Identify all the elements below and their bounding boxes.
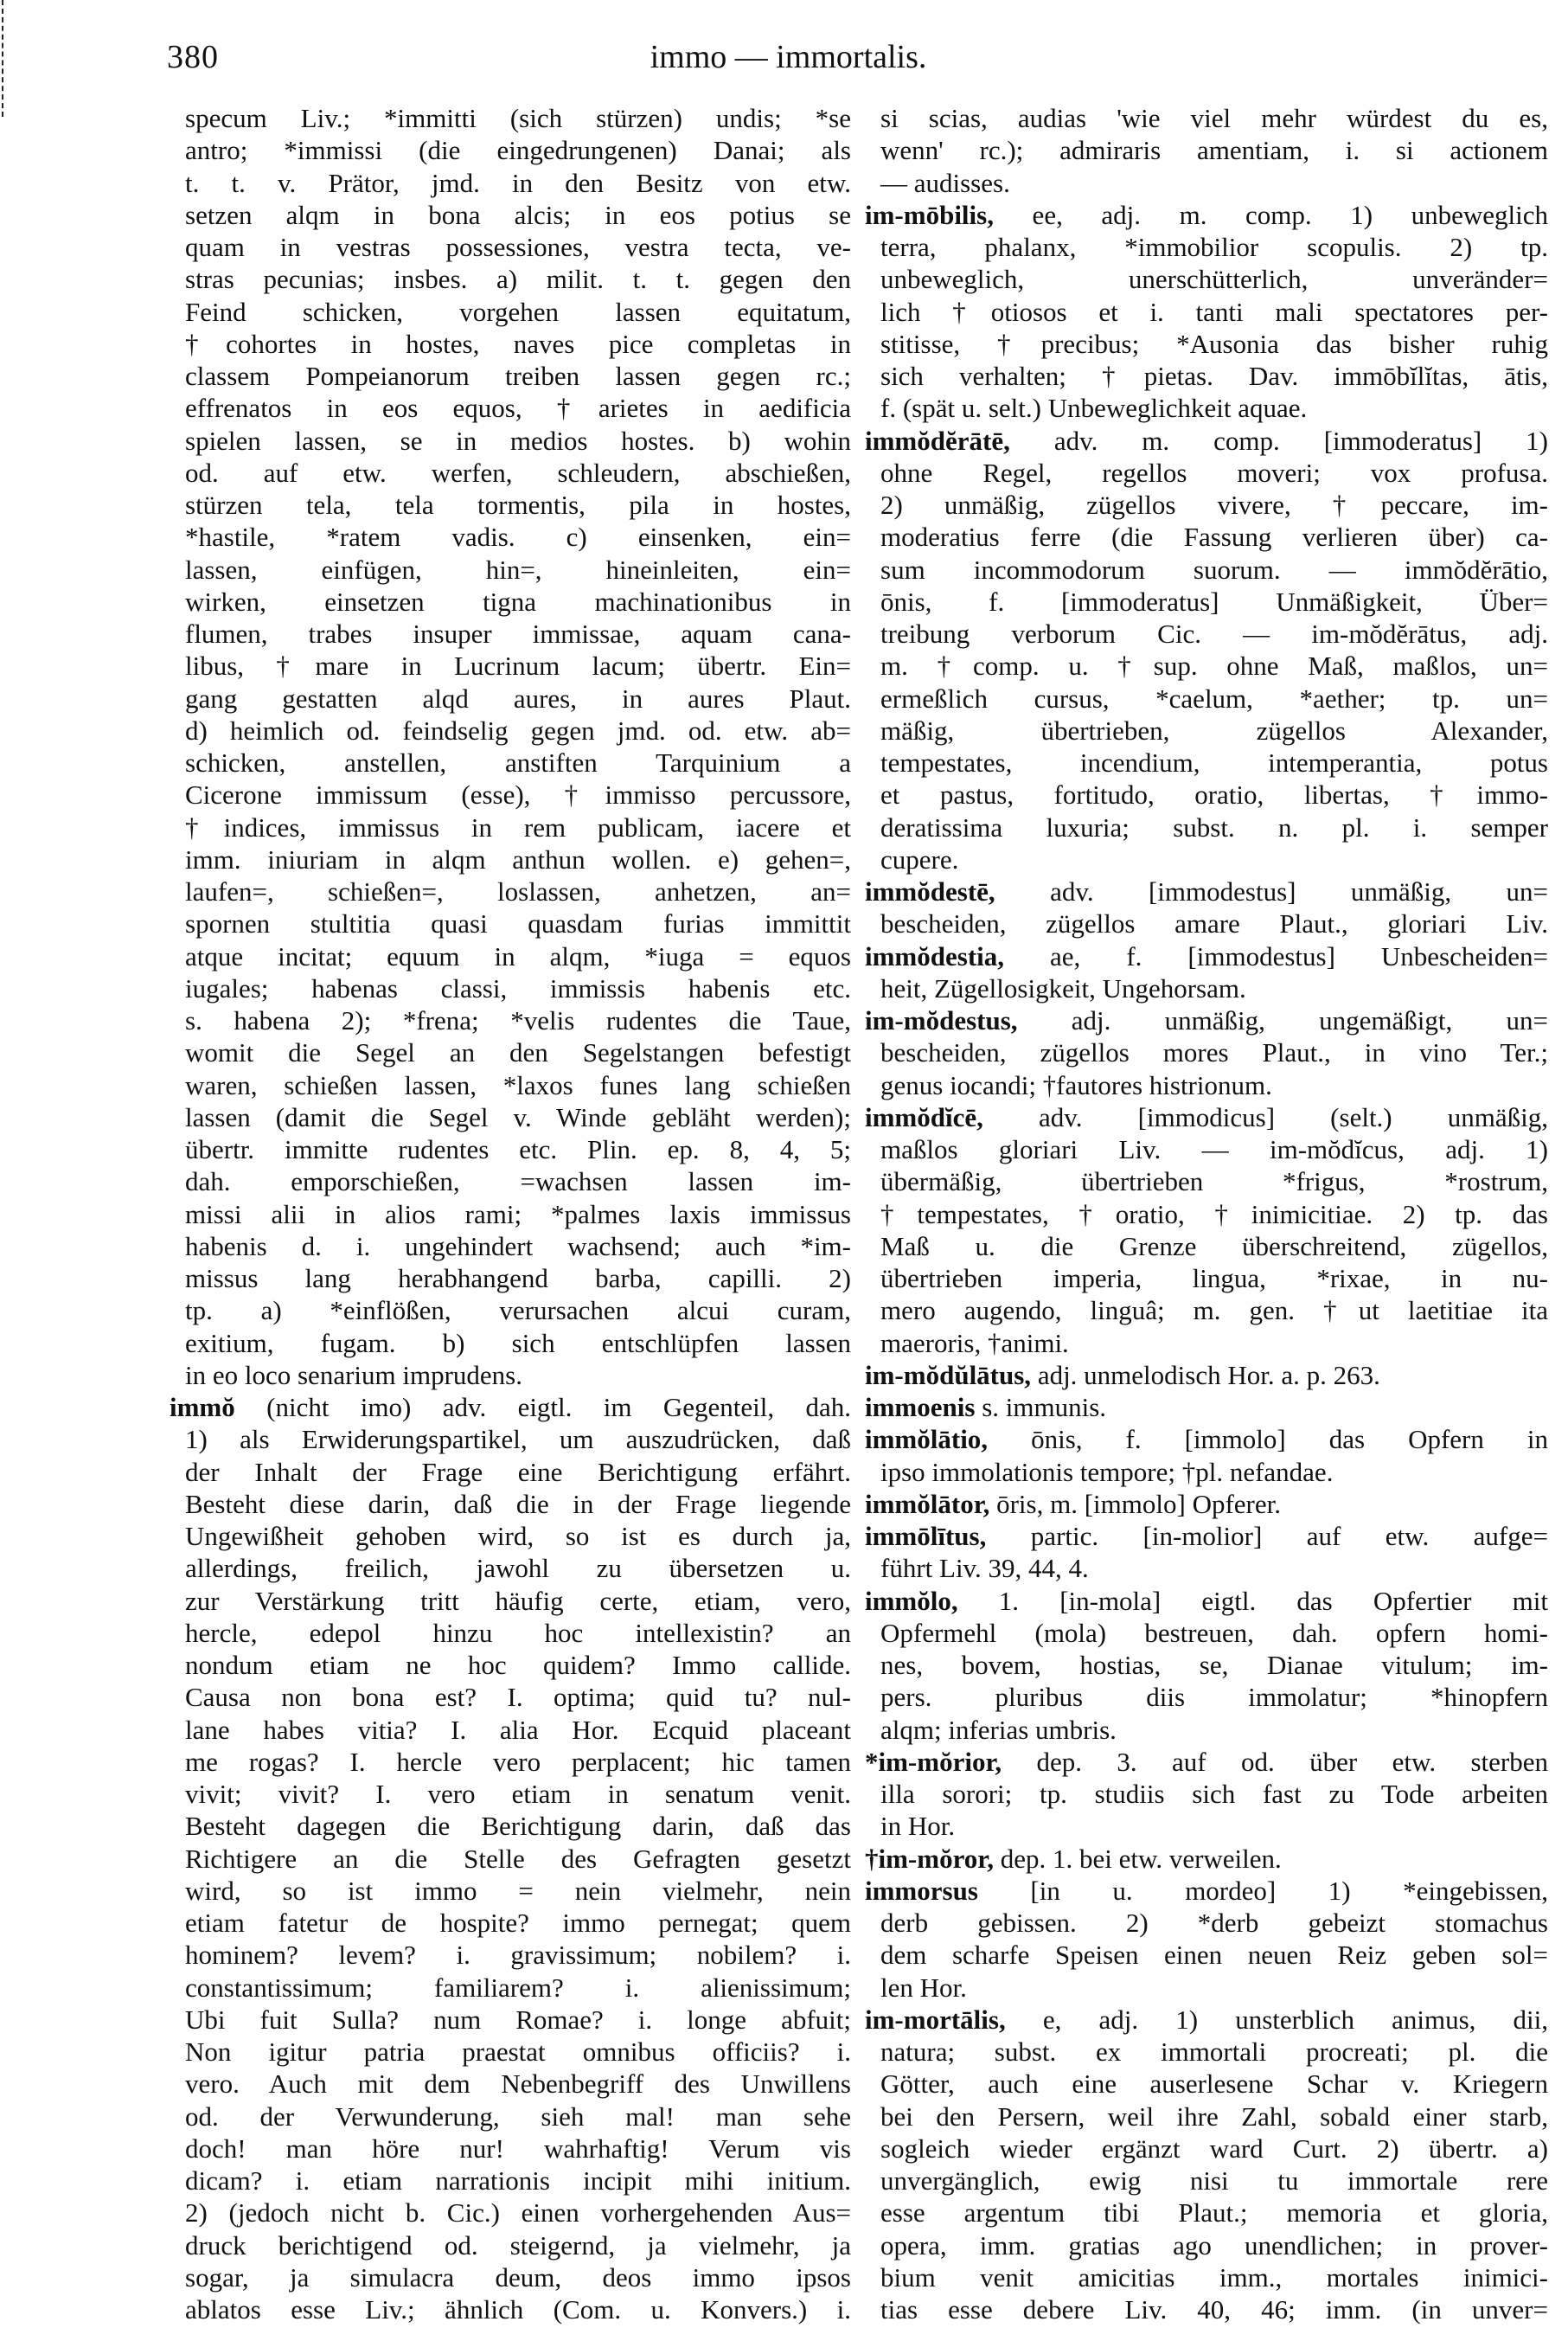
entry-headword-line xyxy=(170,1391,851,1423)
line-text: dah. emporschießen, =wachsen lassen im- xyxy=(185,1166,851,1197)
entry-text-line xyxy=(865,972,1548,1004)
entry-text-line xyxy=(170,231,851,263)
entry-text-line xyxy=(170,328,851,360)
headword: †im-mŏror, xyxy=(865,1843,994,1874)
entry-headword-line xyxy=(865,1520,1548,1552)
line-text: d) heimlich od. feindselig gegen jmd. od. etw. ab= xyxy=(185,715,851,746)
entry-text-line xyxy=(170,1746,851,1778)
entry-text-line xyxy=(170,650,851,682)
headword: im-mortālis, xyxy=(865,2004,1006,2035)
headword: immŏdĭcē, xyxy=(865,1101,983,1132)
line-text: antro; *immissi (die eingedrungenen) Danai; als xyxy=(185,135,851,166)
line-text: übermäßig, übertrieben *frigus, *rostrum, xyxy=(880,1166,1548,1197)
entry-text-line xyxy=(170,2068,851,2100)
entry-text-line xyxy=(170,843,851,875)
entry-headword-line xyxy=(865,425,1548,457)
entry-text-line xyxy=(170,811,851,843)
line-text: †cohortes in hostes, naves pice completas in xyxy=(185,328,851,359)
entry-text-line xyxy=(170,618,851,650)
entry-text-line xyxy=(170,102,851,134)
headword: im-mŏdestus, xyxy=(865,1005,1018,1036)
left-column xyxy=(170,102,851,2325)
line-text: ablatos esse Liv.; ähnlich (Com. u. Konvers.) i. xyxy=(185,2294,851,2325)
line-text: habenis d. i. ungehindert wachsend; auch *im- xyxy=(185,1230,851,1261)
entry-text-line xyxy=(865,102,1548,134)
line-text: len Hor. xyxy=(880,1972,967,2003)
line-text: ōnis, f. [immolo] das Opfern in xyxy=(988,1424,1548,1455)
line-text: waren, schießen lassen, *laxos funes lang schießen xyxy=(185,1069,851,1100)
line-text: Besteht dagegen die Berichtigung darin, daß das xyxy=(185,1811,851,1842)
line-text: 2) unmäßig, zügellos vivere, †peccare, im- xyxy=(880,490,1548,520)
line-text: gang gestatten alqd aures, in aures Plaut. xyxy=(185,683,851,714)
line-text: 2) (jedoch nicht b. Cic.) einen vorhergehenden Aus= xyxy=(185,2197,851,2229)
headword: immŏdestē, xyxy=(865,876,995,907)
entry-text-line xyxy=(170,1585,851,1617)
entry-text-line xyxy=(865,618,1548,650)
line-text: bescheiden, zügellos amare Plaut., gloriari Liv. xyxy=(880,908,1548,940)
entry-text-line xyxy=(865,779,1548,811)
line-text: führt Liv. 39, 44, 4. xyxy=(880,1553,1089,1584)
line-text: flumen, trabes insuper immissae, aquam cana- xyxy=(185,619,851,649)
entry-text-line xyxy=(865,2036,1548,2068)
line-text: t. t. v. Prätor, jmd. in den Besitz von etw. xyxy=(185,167,851,198)
entry-text-line xyxy=(865,328,1548,360)
line-text: in Hor. xyxy=(880,1811,956,1842)
entry-text-line xyxy=(865,1907,1548,1939)
entry-text-line xyxy=(170,747,851,779)
line-text: heit, Zügellosigkeit, Ungehorsam. xyxy=(880,972,1246,1004)
headword: immŏdĕrātē, xyxy=(865,425,1010,456)
line-text: libus, †mare in Lucrinum lacum; übertr. Ein= xyxy=(185,651,851,682)
headword: immŏlo, xyxy=(865,1585,958,1616)
line-text: Besteht diese darin, daß die in der Frage liegende xyxy=(185,1488,851,1519)
line-text: f. (spät u. selt.) Unbeweglichkeit aquae. xyxy=(880,393,1308,424)
line-text: dep. 3. auf od. über etw. sterben xyxy=(1002,1746,1548,1777)
line-text: opera, imm. gratias ago unendlichen; in prover- xyxy=(880,2229,1548,2261)
line-text: e, adj. 1) unsterblich animus, dii, xyxy=(1005,2004,1548,2035)
entry-text-line xyxy=(865,715,1548,747)
entry-text-line xyxy=(170,1262,851,1294)
entry-text-line xyxy=(865,1939,1548,1971)
entry-text-line xyxy=(865,231,1548,263)
entry-text-line xyxy=(865,134,1548,166)
headword: immŏlātio, xyxy=(865,1424,989,1455)
line-text: classem Pompeianorum treiben lassen gegen rc.; xyxy=(185,361,851,391)
entry-text-line xyxy=(170,1617,851,1649)
line-text: Richtigere an die Stelle des Gefragten gesetzt xyxy=(185,1843,851,1874)
entry-text-line xyxy=(170,1843,851,1875)
line-text: unbeweglich, unerschütterlich, unveränder= xyxy=(880,264,1548,295)
entry-headword-line xyxy=(865,1359,1548,1391)
entry-text-line xyxy=(865,521,1548,553)
running-head-title: immo — immortalis. xyxy=(650,39,927,75)
entry-text-line xyxy=(170,1294,851,1326)
line-text: †tempestates, †oratio, †inimicitiae. 2) tp. das xyxy=(880,1198,1548,1229)
right-column xyxy=(865,102,1548,2325)
line-text: stras pecunias; insbes. a) milit. t. t. gegen den xyxy=(185,264,851,295)
line-text: bium venit amicitias imm., mortales inimici- xyxy=(880,2261,1548,2293)
headword: immorsus xyxy=(865,1875,978,1906)
entry-text-line xyxy=(865,586,1548,618)
entry-text-line xyxy=(170,554,851,586)
line-text: ee, adj. m. comp. 1) unbeweglich xyxy=(993,199,1548,230)
line-text: pers. pluribus diis immolatur; *hinopfern xyxy=(880,1682,1548,1713)
headword: immōlītus, xyxy=(865,1521,987,1551)
headword: *im-mŏrior, xyxy=(865,1746,1002,1777)
entry-text-line xyxy=(865,1714,1548,1746)
line-text: 1) als Erwiderungspartikel, um auszudrücken, daß xyxy=(185,1424,851,1455)
line-text: et pastus, fortitudo, oratio, libertas, †immo- xyxy=(880,779,1548,811)
line-text: nes, bovem, hostias, se, Dianae vitulum; im- xyxy=(880,1650,1548,1680)
line-text: tempestates, incendium, intemperantia, potus xyxy=(880,747,1548,778)
line-text: (nicht imo) adv. eigtl. im Gegenteil, dah. xyxy=(234,1392,851,1422)
entry-text-line xyxy=(865,360,1548,392)
entry-text-line xyxy=(865,1552,1548,1584)
entry-text-line xyxy=(865,296,1548,328)
line-text: wirken, einsetzen tigna machinationibus in xyxy=(185,586,851,617)
entry-text-line xyxy=(170,907,851,940)
line-text: Cicerone immissum (esse), †immisso percussore, xyxy=(185,779,851,811)
line-text: s. habena 2); *frena; *velis rudentes die Taue, xyxy=(185,1005,851,1036)
line-text: sogar, ja simulacra deum, deos immo ipsos xyxy=(185,2261,851,2293)
line-text: schicken, anstellen, anstiften Tarquinium a xyxy=(185,747,851,778)
line-text: adv. m. comp. [immoderatus] 1) xyxy=(1009,425,1548,456)
entry-text-line xyxy=(865,1069,1548,1101)
line-text: in eo loco senarium imprudens. xyxy=(185,1359,522,1390)
line-text: partic. [in-molior] auf etw. aufge= xyxy=(986,1521,1548,1551)
entry-text-line xyxy=(170,779,851,811)
line-text: maeroris, †animi. xyxy=(880,1327,1069,1358)
entry-text-line xyxy=(865,1681,1548,1713)
line-text: genus iocandi; †fautores histrionum. xyxy=(880,1069,1272,1100)
line-text: stitisse, †precibus; *Ausonia das bisher ruhig xyxy=(880,328,1548,359)
entry-text-line xyxy=(865,1617,1548,1649)
line-text: übertr. immitte rudentes etc. Plin. ep. 8, 4, 5; xyxy=(185,1134,851,1164)
entry-headword-line xyxy=(865,1423,1548,1455)
entry-text-line xyxy=(170,134,851,166)
line-text: esse argentum tibi Plaut.; memoria et gloria, xyxy=(880,2197,1548,2229)
line-text: [in u. mordeo] 1) *eingebissen, xyxy=(977,1875,1548,1906)
line-text: alqm; inferias umbris. xyxy=(880,1714,1117,1745)
line-text: quam in vestras possessiones, vestra tecta, ve- xyxy=(185,232,851,262)
entry-headword-line xyxy=(865,1585,1548,1617)
entry-text-line xyxy=(865,392,1548,424)
line-text: ipso immolationis tempore; †pl. nefandae. xyxy=(880,1456,1334,1487)
entry-text-line xyxy=(170,1939,851,1971)
line-text: bei den Persern, weil ihre Zahl, sobald einer starb, xyxy=(880,2100,1548,2132)
line-text: mero augendo, linguâ; m. gen. †ut laetitiae ita xyxy=(880,1295,1548,1326)
entry-text-line xyxy=(170,521,851,553)
entry-text-line xyxy=(170,1165,851,1197)
line-text: hercle, edepol hinzu hoc intellexistin? an xyxy=(185,1617,851,1648)
entry-text-line xyxy=(170,360,851,392)
line-text: ohne Regel, regellos moveri; vox profusa. xyxy=(880,457,1548,488)
line-text: etiam fatetur de hospite? immo pernegat; quem xyxy=(185,1908,851,1938)
page-number: 380 xyxy=(167,39,219,75)
entry-headword-line xyxy=(865,2004,1548,2036)
line-text: od. der Verwunderung, sieh mal! man sehe xyxy=(185,2100,851,2132)
line-text: treibung verborum Cic. — im-mŏdĕrātus, adj. xyxy=(880,619,1548,649)
entry-headword-line xyxy=(865,1004,1548,1036)
running-head xyxy=(0,38,1568,76)
entry-text-line xyxy=(170,2132,851,2164)
entry-text-line xyxy=(170,586,851,618)
line-text: derb gebissen. 2) *derb gebeizt stomachus xyxy=(880,1908,1548,1938)
entry-text-line xyxy=(170,425,851,457)
line-text: adj. unmäßig, ungemäßigt, un= xyxy=(1017,1005,1548,1036)
entry-text-line xyxy=(865,683,1548,715)
line-text: atque incitat; equum in alqm, *iuga = equos xyxy=(185,940,851,972)
entry-headword-line xyxy=(865,1843,1548,1875)
entry-text-line xyxy=(170,972,851,1004)
line-text: ae, f. [immodestus] Unbescheiden= xyxy=(1004,940,1548,972)
entry-headword-line xyxy=(865,875,1548,907)
line-text: übertrieben imperia, lingua, *rixae, in nu- xyxy=(880,1263,1548,1293)
line-text: laufen=, schießen=, loslassen, anhetzen, an= xyxy=(185,876,851,907)
entry-text-line xyxy=(865,2261,1548,2293)
entry-text-line xyxy=(170,1230,851,1262)
entry-text-line xyxy=(865,1294,1548,1326)
entry-text-line xyxy=(865,2164,1548,2197)
entry-text-line xyxy=(170,1198,851,1230)
entry-text-line xyxy=(170,2036,851,2068)
line-text: constantissimum; familiarem? i. alienissimum; xyxy=(185,1972,851,2003)
line-text: druck berichtigend od. steigernd, ja vielmehr, ja xyxy=(185,2229,851,2261)
line-text: ermeßlich cursus, *caelum, *aether; tp. un= xyxy=(880,683,1548,714)
line-text: 1. [in-mola] eigtl. das Opfertier mit xyxy=(957,1585,1548,1616)
line-text: missi alii in alios rami; *palmes laxis immissus xyxy=(185,1198,851,1229)
line-text: s. immunis. xyxy=(975,1392,1107,1422)
entry-text-line xyxy=(170,1036,851,1068)
line-text: zur Verstärkung tritt häufig certe, etiam, vero, xyxy=(185,1585,851,1616)
entry-text-line xyxy=(865,263,1548,295)
entry-text-line xyxy=(170,1133,851,1165)
line-text: stürzen tela, tela tormentis, pila in hostes, xyxy=(185,490,851,520)
headword: immŏlātor, xyxy=(865,1488,990,1519)
line-text: ōris, m. [immolo] Opferer. xyxy=(989,1488,1281,1519)
entry-text-line xyxy=(170,2293,851,2325)
entry-text-line xyxy=(170,2197,851,2229)
entry-text-line xyxy=(865,1810,1548,1842)
entry-text-line xyxy=(865,1262,1548,1294)
line-text: Götter, auch eine auserlesene Schar v. Kriegern xyxy=(880,2068,1548,2100)
entry-text-line xyxy=(865,2293,1548,2325)
line-text: mäßig, übertrieben, zügellos Alexander, xyxy=(880,715,1548,746)
entry-text-line xyxy=(170,489,851,521)
entry-text-line xyxy=(170,1875,851,1907)
headword: im-mŏdŭlātus, xyxy=(865,1359,1032,1390)
entry-text-line xyxy=(170,199,851,231)
line-text: Maß u. die Grenze überschreitend, zügellos, xyxy=(880,1230,1548,1261)
line-text: Opfermehl (mola) bestreuen, dah. opfern homi- xyxy=(880,1617,1548,1648)
line-text: lassen (damit die Segel v. Winde gebläht werden); xyxy=(185,1101,851,1132)
entry-text-line xyxy=(865,457,1548,489)
entry-text-line xyxy=(170,2229,851,2261)
entry-text-line xyxy=(170,2004,851,2036)
entry-text-line xyxy=(170,1456,851,1488)
entry-text-line xyxy=(170,1004,851,1036)
line-text: dem scharfe Speisen einen neuen Reiz geben sol= xyxy=(880,1940,1548,1971)
entry-text-line xyxy=(170,392,851,424)
line-text: dep. 1. bei etw. verweilen. xyxy=(993,1843,1282,1874)
entry-text-line xyxy=(865,1327,1548,1359)
entry-text-line xyxy=(170,875,851,907)
line-text: womit die Segel an den Segelstangen befestigt xyxy=(185,1037,851,1068)
line-text: spornen stultitia quasi quasdam furias immittit xyxy=(185,908,851,940)
line-text: lane habes vitia? I. alia Hor. Ecquid placeant xyxy=(185,1714,851,1745)
entry-headword-line xyxy=(865,1875,1548,1907)
line-text: lich †otiosos et i. tanti mali spectatores per- xyxy=(880,296,1548,327)
line-text: wird, so ist immo = nein vielmehr, nein xyxy=(185,1875,851,1906)
line-text: vero. Auch mit dem Nebenbegriff des Unwillens xyxy=(185,2068,851,2100)
line-text: imm. iniuriam in alqm anthun wollen. e) gehen=, xyxy=(185,843,851,875)
entry-headword-line xyxy=(865,1391,1548,1423)
line-text: effrenatos in eos equos, †arietes in aedificia xyxy=(185,393,851,424)
line-text: spielen lassen, se in medios hostes. b) wohin xyxy=(185,425,851,456)
line-text: me rogas? I. hercle vero perplacent; hic tamen xyxy=(185,1746,851,1777)
line-text: setzen alqm in bona alcis; in eos potius se xyxy=(185,199,851,230)
line-text: Ubi fuit Sulla? num Romae? i. longe abfuit; xyxy=(185,2004,851,2035)
entry-text-line xyxy=(170,1907,851,1939)
entry-text-line xyxy=(170,1423,851,1455)
entry-text-line xyxy=(170,1069,851,1101)
entry-text-line xyxy=(170,1520,851,1552)
entry-text-line xyxy=(865,811,1548,843)
line-text: adv. [immodestus] unmäßig, un= xyxy=(995,876,1548,907)
headword: immŏ xyxy=(170,1392,235,1422)
line-text: sum incommodorum suorum. — immŏdĕrātio, xyxy=(880,554,1548,585)
line-text: natura; subst. ex immortali procreati; pl. die xyxy=(880,2036,1548,2067)
entry-text-line xyxy=(170,1552,851,1584)
line-text: od. auf etw. werfen, schleudern, abschießen, xyxy=(185,457,851,488)
line-text: iugales; habenas classi, immissis habenis etc. xyxy=(185,972,851,1004)
line-text: Ungewißheit gehoben wird, so ist es durch ja, xyxy=(185,1521,851,1551)
line-text: lassen, einfügen, hin=, hineinleiten, ein= xyxy=(185,554,851,585)
entry-text-line xyxy=(865,1649,1548,1681)
entry-text-line xyxy=(170,683,851,715)
entry-text-line xyxy=(865,843,1548,875)
entry-text-line xyxy=(865,2197,1548,2229)
line-text: missus lang herabhangend barba, capilli. 2) xyxy=(185,1263,851,1293)
headword: im-mōbilis, xyxy=(865,199,994,230)
entry-text-line xyxy=(170,940,851,972)
line-text: moderatius ferre (die Fassung verlieren über) ca- xyxy=(880,522,1548,553)
entry-headword-line xyxy=(865,1101,1548,1133)
entry-text-line xyxy=(865,2068,1548,2100)
entry-text-line xyxy=(865,167,1548,199)
entry-text-line xyxy=(865,1036,1548,1068)
line-text: ōnis, f. [immoderatus] Unmäßigkeit, Über= xyxy=(880,586,1548,617)
line-text: dicam? i. etiam narrationis incipit mihi initium. xyxy=(185,2165,851,2196)
entry-text-line xyxy=(170,2164,851,2197)
line-text: †indices, immissus in rem publicam, iacere et xyxy=(185,811,851,843)
entry-headword-line xyxy=(865,1746,1548,1778)
line-text: vivit; vivit? I. vero etiam in senatum venit. xyxy=(185,1779,851,1809)
line-text: nondum etiam ne hoc quidem? Immo callide. xyxy=(185,1650,851,1680)
line-text: Non igitur patria praestat omnibus officiis? i. xyxy=(185,2036,851,2067)
line-text: — audisses. xyxy=(880,167,1010,198)
line-text: allerdings, freilich, jawohl zu übersetzen u. xyxy=(185,1553,851,1584)
entry-text-line xyxy=(170,1359,851,1391)
entry-headword-line xyxy=(865,199,1548,231)
entry-text-line xyxy=(170,2100,851,2132)
entry-text-line xyxy=(170,296,851,328)
entry-text-line xyxy=(170,1778,851,1810)
line-text: exitium, fugam. b) sich entschlüpfen lassen xyxy=(185,1327,851,1358)
line-text: doch! man höre nur! wahrhaftig! Verum vis xyxy=(185,2132,851,2164)
entry-text-line xyxy=(865,2100,1548,2132)
line-text: specum Liv.; *immitti (sich stürzen) undis; *se xyxy=(185,103,851,133)
line-text: Feind schicken, vorgehen lassen equitatum, xyxy=(185,296,851,327)
entry-text-line xyxy=(865,2229,1548,2261)
entry-text-line xyxy=(865,650,1548,682)
entry-text-line xyxy=(865,907,1548,940)
entry-text-line xyxy=(865,1133,1548,1165)
entry-text-line xyxy=(170,1714,851,1746)
entry-text-line xyxy=(170,263,851,295)
line-text: sich verhalten; †pietas. Dav. immōbĭlĭtas, ātis, xyxy=(880,361,1548,391)
entry-text-line xyxy=(170,167,851,199)
entry-text-line xyxy=(170,457,851,489)
line-text: tp. a) *einflößen, verursachen alcui curam, xyxy=(185,1295,851,1326)
line-text: terra, phalanx, *immobilior scopulis. 2) tp. xyxy=(880,232,1548,262)
entry-headword-line xyxy=(865,940,1548,972)
line-text: der Inhalt der Frage eine Berichtigung erfährt. xyxy=(185,1456,851,1487)
line-text: m. †comp. u. †sup. ohne Maß, maßlos, un= xyxy=(880,651,1548,682)
entry-text-line xyxy=(865,1165,1548,1197)
entry-text-line xyxy=(865,1198,1548,1230)
entry-text-line xyxy=(170,1681,851,1713)
entry-text-line xyxy=(865,2132,1548,2164)
entry-text-line xyxy=(170,1810,851,1842)
entry-text-line xyxy=(865,489,1548,521)
entry-text-line xyxy=(865,554,1548,586)
entry-text-line xyxy=(170,715,851,747)
line-text: Causa non bona est? I. optima; quid tu? nul- xyxy=(185,1682,851,1713)
entry-text-line xyxy=(865,747,1548,779)
headword: immoenis xyxy=(865,1392,976,1422)
entry-text-line xyxy=(170,1327,851,1359)
entry-text-line xyxy=(865,1230,1548,1262)
entry-headword-line xyxy=(865,1488,1548,1520)
line-text: bescheiden, zügellos mores Plaut., in vino Ter.; xyxy=(880,1037,1548,1068)
entry-text-line xyxy=(865,1972,1548,2004)
line-text: si scias, audias 'wie viel mehr würdest du es, xyxy=(880,103,1548,133)
line-text: maßlos gloriari Liv. — im-mŏdĭcus, adj. 1) xyxy=(880,1134,1548,1164)
entry-text-line xyxy=(170,1488,851,1520)
entry-text-line xyxy=(865,1456,1548,1488)
entry-text-line xyxy=(865,1778,1548,1810)
line-text: *hastile, *ratem vadis. c) einsenken, ein= xyxy=(185,522,851,553)
headword: immŏdestia, xyxy=(865,940,1005,972)
line-text: deratissima luxuria; subst. n. pl. i. semper xyxy=(880,811,1548,843)
line-text: sogleich wieder ergänzt ward Curt. 2) übertr. a) xyxy=(880,2132,1548,2164)
line-text: wenn' rc.); admiraris amentiam, i. si actionem xyxy=(880,135,1548,166)
line-text: tias esse debere Liv. 40, 46; imm. (in unver= xyxy=(880,2294,1548,2325)
entry-text-line xyxy=(170,1649,851,1681)
line-text: cupere. xyxy=(880,843,959,875)
line-text: hominem? levem? i. gravissimum; nobilem? i. xyxy=(185,1940,851,1971)
entry-text-line xyxy=(170,1972,851,2004)
line-text: illa sorori; tp. studiis sich fast zu Tode arbeiten xyxy=(880,1779,1548,1809)
line-text: adv. [immodicus] (selt.) unmäßig, xyxy=(982,1101,1548,1132)
entry-text-line xyxy=(170,2261,851,2293)
line-text: unvergänglich, ewig nisi tu immortale rere xyxy=(880,2165,1548,2196)
line-text: adj. unmelodisch Hor. a. p. 263. xyxy=(1031,1359,1380,1390)
entry-text-line xyxy=(170,1101,851,1133)
